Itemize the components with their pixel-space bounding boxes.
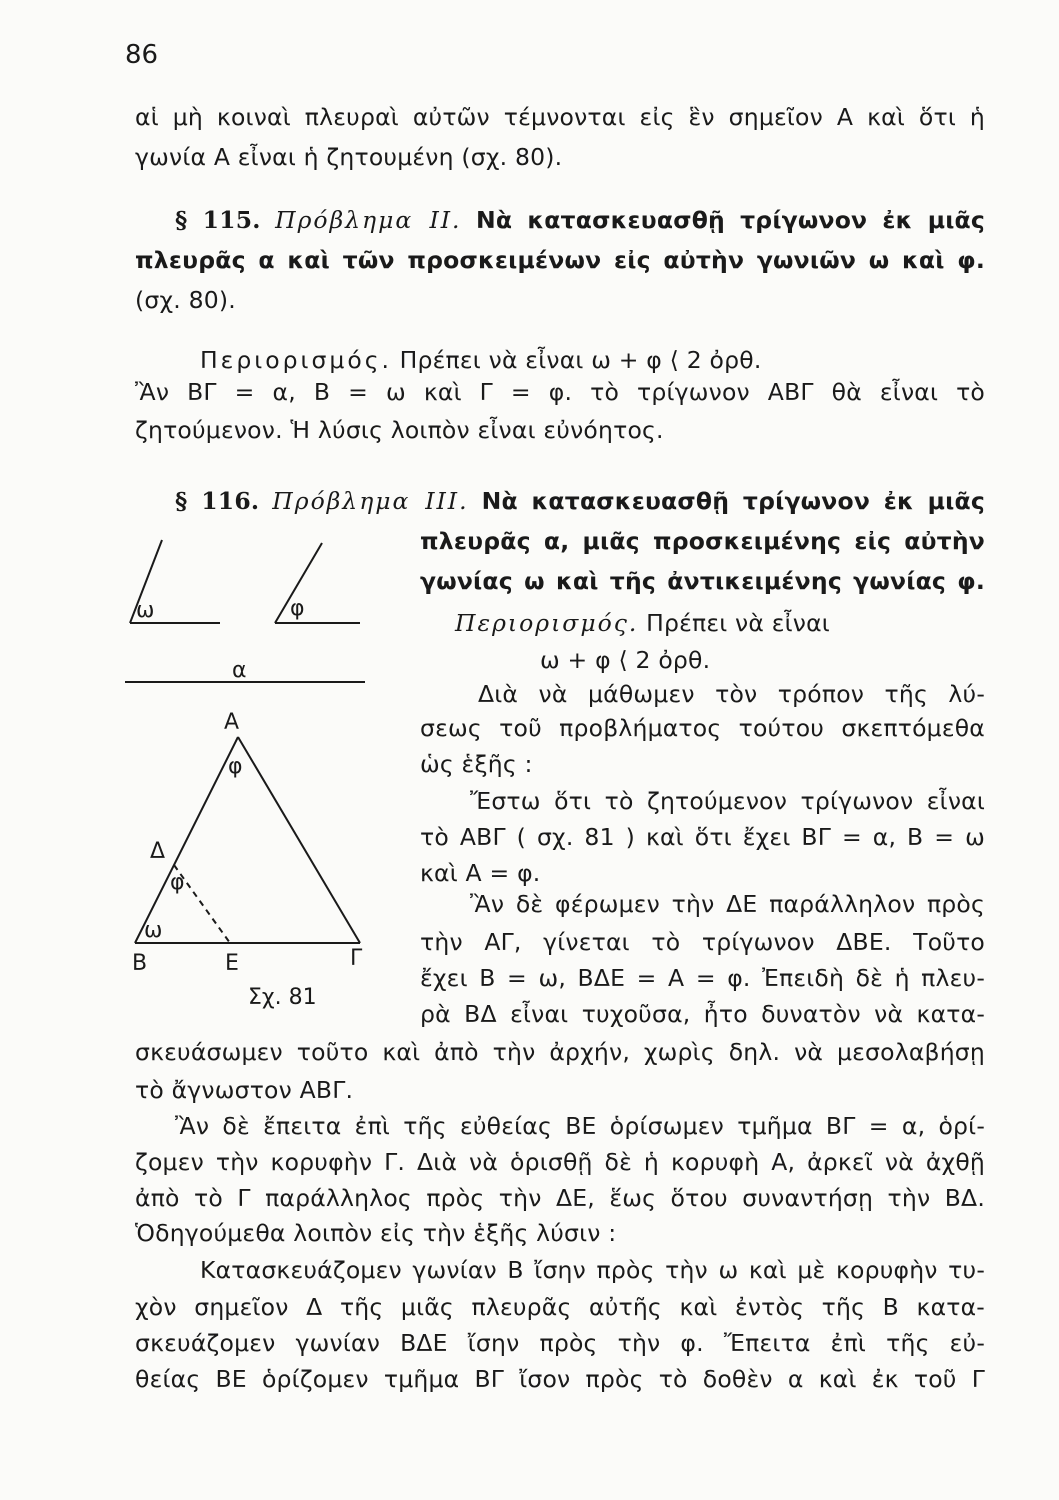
text-line: ζητούμενον. Ἡ λύσις λοιπὸν εἶναι εὐνόητος. <box>135 416 664 444</box>
problem-statement: Νὰ κατασκευασθῇ τρίγωνον ἐκ μιᾶς <box>481 487 986 515</box>
problem-title: Πρόβλημα III. <box>272 487 469 515</box>
text-line: Ἂν δὲ φέρωμεν τὴν ΔΕ παράλληλον πρὸς <box>470 890 985 918</box>
text-line: Διὰ νὰ μάθωμεν τὸν τρόπον τῆς λύ- <box>478 680 985 708</box>
restriction-condition: ω + φ ⟨ 2 ὀρθ. <box>540 646 711 674</box>
text-line: Ἂν δὲ ἔπειτα ἐπὶ τῆς εὐθείας ΒΕ ὁρίσωμεν τμῆμα ΒΓ = α, ὁρί- <box>175 1112 985 1140</box>
page-number: 86 <box>125 40 159 70</box>
problem-statement: Νὰ κατασκευασθῇ τρίγωνον ἐκ μιᾶς <box>475 206 986 234</box>
section-116-heading <box>175 484 985 518</box>
text-line: ζομεν τὴν κορυφὴν Γ. Διὰ νὰ ὁρισθῇ δὲ ἡ κορυφὴ Α, ἀρκεῖ νὰ ἀχθῇ <box>135 1148 985 1176</box>
text-line: ὡς ἑξῆς : <box>420 750 533 778</box>
text-line: πλευρᾶς α, μιᾶς προσκειμένης εἰς αὐτὴν <box>420 527 985 555</box>
label-vertex-G: Γ <box>350 946 363 971</box>
section-number: § 115. <box>175 206 261 234</box>
label-phi: φ <box>290 596 305 621</box>
text-line: γωνίας ω καὶ τῆς ἀντικειμένης γωνίας φ. <box>420 567 985 595</box>
label-vertex-E: Ε <box>225 951 239 975</box>
label-angle-phi-A: φ <box>228 754 243 779</box>
label-angle-omega-B: ω <box>144 918 163 943</box>
text-line: πλευρᾶς α καὶ τῶν προσκειμένων εἰς αὐτὴν γωνιῶν ω καὶ φ. <box>135 246 985 274</box>
section-115-heading <box>175 203 985 237</box>
figure-caption: Σχ. 81 <box>248 985 317 1010</box>
problem-title: Πρόβλημα II. <box>275 206 462 234</box>
text-line: χὸν σημεῖον Δ τῆς μιᾶς πλευρᾶς αὐτῆς καὶ ἐντὸς τῆς Β κατα- <box>135 1293 985 1321</box>
text-line: τὸ ἄγνωστον ΑΒΓ. <box>135 1076 354 1104</box>
text-line: Ὁδηγούμεθα λοιπὸν εἰς τὴν ἑξῆς λύσιν : <box>135 1219 617 1247</box>
text-line: σκευάζομεν γωνίαν ΒΔΕ ἴσην πρὸς τὴν φ. Ἔπειτα ἐπὶ τῆς εὐ- <box>135 1329 985 1357</box>
figure-81 <box>110 525 410 975</box>
label-alpha: α <box>232 658 247 683</box>
restriction-line <box>200 343 985 377</box>
restriction-line <box>455 606 1020 640</box>
text-line: Ἂν ΒΓ = α, Β = ω καὶ Γ = φ. τὸ τρίγωνον ΑΒΓ θὰ εἶναι τὸ <box>135 378 985 406</box>
restriction-label: Περιορισμός. <box>455 609 639 637</box>
text-line: γωνία Α εἶναι ἡ ζητουμένη (σχ. 80). <box>135 143 563 171</box>
label-vertex-A: Α <box>224 710 240 735</box>
text-line: (σχ. 80). <box>135 286 236 314</box>
label-vertex-D: Δ <box>150 839 166 864</box>
text-line: σκευάσωμεν τοῦτο καὶ ἀπὸ τὴν ἀρχήν, χωρὶς δηλ. νὰ μεσολαβήσῃ <box>135 1038 985 1066</box>
restriction-text: Πρέπει νὰ εἶναι ω + φ ⟨ 2 ὀρθ. <box>399 346 762 374</box>
text-line: τὸ ΑΒΓ ( σχ. 81 ) καὶ ὅτι ἔχει ΒΓ = α, Β = ω <box>420 823 985 851</box>
text-line: Κατασκευάζομεν γωνίαν Β ἴσην πρὸς τὴν ω καὶ μὲ κορυφὴν τυ- <box>200 1256 985 1284</box>
text-line: καὶ Α = φ. <box>420 859 541 887</box>
text-line: αἱ μὴ κοιναὶ πλευραὶ αὐτῶν τέμνονται εἰς ἓν σημεῖον Α καὶ ὅτι ἡ <box>135 103 985 131</box>
text-line: τὴν ΑΓ, γίνεται τὸ τρίγωνον ΔΒΕ. Τοῦτο <box>420 928 985 956</box>
text-line: ἔχει Β = ω, ΒΔΕ = Α = φ. Ἐπειδὴ δὲ ἡ πλευ- <box>420 964 985 992</box>
restriction-text: Πρέπει νὰ εἶναι <box>646 609 830 637</box>
text-line: ἀπὸ τὸ Γ παράλληλος πρὸς τὴν ΔΕ, ἕως ὅτου συναντήσῃ τὴν ΒΔ. <box>135 1184 985 1212</box>
text-line: σεως τοῦ προβλήματος τούτου σκεπτόμεθα <box>420 714 985 742</box>
text-line: Ἔστω ὅτι τὸ ζητούμενον τρίγωνον εἶναι <box>470 787 985 815</box>
section-number: § 116. <box>175 487 260 515</box>
text-line: θείας ΒΕ ὁρίζομεν τμῆμα ΒΓ ἴσον πρὸς τὸ δοθὲν α καὶ ἐκ τοῦ Γ <box>135 1365 985 1393</box>
label-vertex-B: Β <box>132 951 148 975</box>
label-angle-phi-D: φ <box>170 870 185 895</box>
restriction-label: Περιορισμός. <box>200 346 392 374</box>
text-line: ρὰ ΒΔ εἶναι τυχοῦσα, ἦτο δυνατὸν νὰ κατα- <box>420 1000 985 1028</box>
label-omega: ω <box>136 598 155 623</box>
side-AG <box>238 737 360 943</box>
